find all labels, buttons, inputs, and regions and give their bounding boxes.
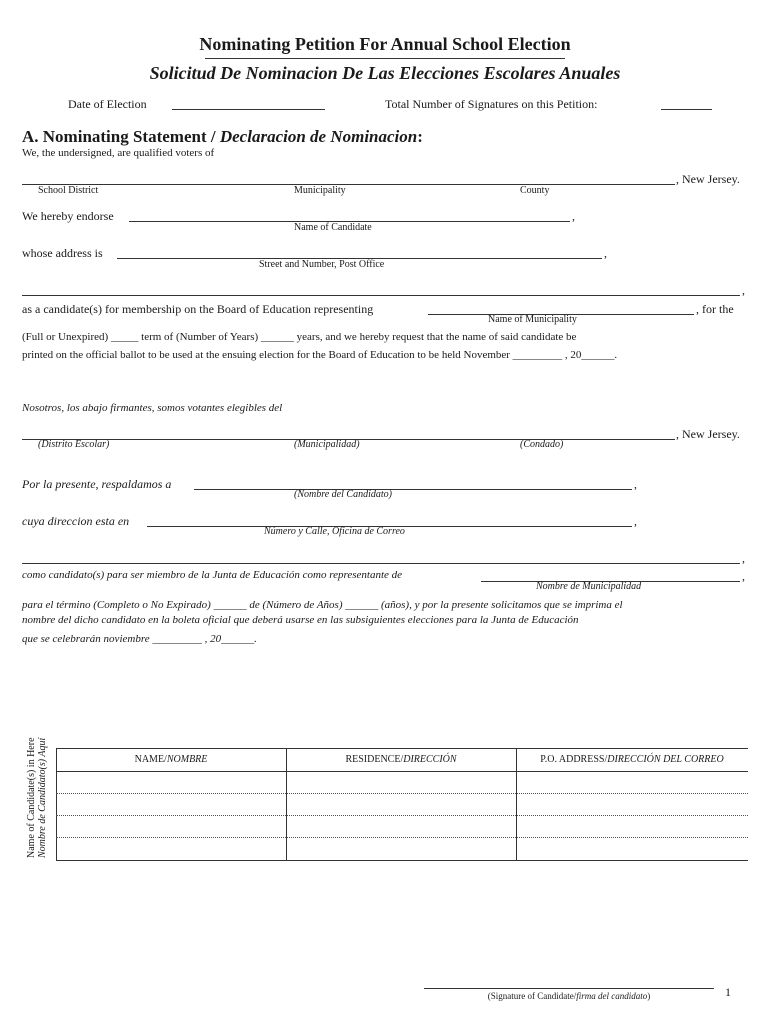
nombre-boleta-text: nombre del dicho candidato en la boleta oficial que deberá usarse en las subsiguientes elecciones para la Junta de Educación — [22, 614, 579, 626]
po-address-cell-1[interactable] — [517, 772, 747, 793]
direccion-label: cuya direccion esta en — [22, 514, 130, 528]
residence-cell-1[interactable] — [287, 772, 515, 793]
nombre-municipalidad-caption: Nombre de Municipalidad — [536, 581, 642, 592]
street-post-office-caption: Street and Number, Post Office — [259, 259, 385, 270]
comma: , — [742, 283, 745, 297]
spanish-address-continuation-field[interactable] — [22, 563, 740, 564]
table-bottom-border — [56, 860, 748, 861]
for-the-text: , for the — [696, 302, 734, 316]
celebraran-text: que se celebrarán noviembre _________ , 20______. — [22, 633, 257, 645]
name-of-candidate-caption: Name of Candidate — [294, 222, 372, 233]
section-a-heading: A. Nominating Statement / Declaracion de Nominacion: — [22, 127, 423, 146]
page-number: 1 — [725, 985, 731, 999]
column-header-po-address: P.O. ADDRESS/DIRECCIÓN DEL CORREO — [540, 754, 724, 765]
table-row-divider — [56, 815, 748, 816]
endorse-label: We hereby endorse — [22, 209, 114, 223]
table-row-divider — [56, 837, 748, 838]
column-header-residence: RESIDENCE/DIRECCIÓN — [345, 754, 457, 765]
signature-caption: (Signature of Candidate/firma del candidato) — [487, 991, 651, 1001]
county-caption: County — [520, 185, 550, 196]
comma: , — [634, 514, 637, 528]
spanish-intro-text: Nosotros, los abajo firmantes, somos votantes elegibles del — [22, 402, 283, 414]
district-municipality-county-field[interactable] — [22, 184, 675, 185]
ballot-text: printed on the official ballot to be used at the ensuing election for the Board of Education to be held November _________ , 20______. — [22, 349, 618, 361]
new-jersey-label: , New Jersey. — [676, 427, 740, 441]
column-header-name: NAME/NOMBRE — [134, 754, 208, 765]
address-continuation-field[interactable] — [22, 295, 740, 296]
como-candidato-text: como candidato(s) para ser miembro de la Junta de Educación como representante de — [22, 569, 403, 581]
comma: , — [604, 246, 607, 260]
numero-calle-caption: Número y Calle, Oficina de Correo — [264, 526, 405, 537]
intro-text: We, the undersigned, are qualified voters of — [22, 147, 215, 159]
candidate-membership-text: as a candidate(s) for membership on the Board of Education representing — [22, 302, 374, 316]
address-label: whose address is — [22, 246, 103, 260]
title-underline — [205, 58, 565, 59]
new-jersey-label: , New Jersey. — [676, 172, 740, 186]
table-top-border — [56, 748, 748, 749]
name-of-municipality-caption: Name of Municipality — [488, 314, 577, 325]
signature-line[interactable] — [424, 988, 714, 989]
table-row-divider — [56, 793, 748, 794]
nombre-candidato-caption: (Nombre del Candidato) — [294, 489, 392, 500]
page-title: Nominating Petition For Annual School Election — [199, 34, 571, 54]
municipalidad-caption: (Municipalidad) — [294, 439, 360, 450]
total-signatures-label: Total Number of Signatures on this Petition: — [385, 97, 598, 111]
comma: , — [634, 477, 637, 491]
comma: , — [742, 569, 745, 583]
side-label: Name of Candidate(s) in Here Nombre de Candidato(s) Aquí — [26, 737, 48, 858]
name-cell-1[interactable] — [57, 772, 285, 793]
termino-text: para el término (Completo o No Expirado) ______ de (Número de Años) ______ (años), y por la presente solicitamos que se imprima el — [22, 599, 623, 611]
date-of-election-label: Date of Election — [68, 97, 147, 111]
municipality-caption: Municipality — [294, 185, 346, 196]
respaldamos-label: Por la presente, respaldamos a — [22, 477, 172, 491]
total-signatures-field[interactable] — [661, 109, 712, 110]
spanish-candidate-name-field[interactable] — [194, 489, 632, 490]
condado-caption: (Condado) — [520, 439, 564, 450]
date-of-election-field[interactable] — [172, 109, 325, 110]
comma: , — [572, 209, 575, 223]
comma: , — [742, 551, 745, 565]
page-subtitle: Solicitud De Nominacion De Las Elecciones Escolares Anuales — [149, 63, 621, 83]
school-district-caption: School District — [38, 185, 99, 196]
term-text: (Full or Unexpired) _____ term of (Number of Years) ______ years, and we hereby request that the name of said candidate be — [22, 331, 577, 343]
distrito-caption: (Distrito Escolar) — [38, 439, 110, 450]
